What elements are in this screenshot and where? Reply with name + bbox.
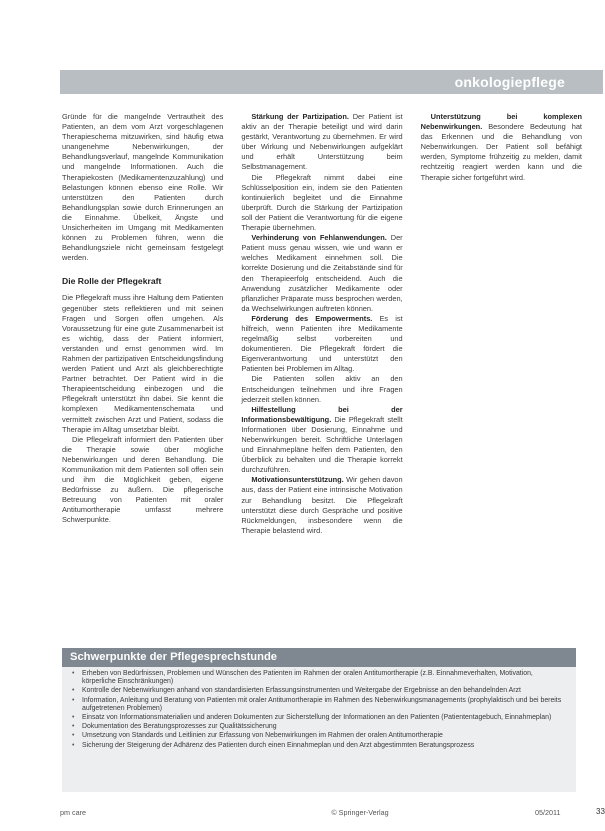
paragraph-text: Es ist hilfreich, wenn Patienten ihre Medikamente regelmäßig selbst vorbereiten und dokumentieren. Die Pflegekraft fördert die Eigenverantwortung und unterstützt den Patienten bei Problemen im Alltag. (241, 313, 403, 374)
paragraph-lead: Unterstützung bei komplexen Nebenwirkungen. (420, 112, 582, 132)
article-paragraph (421, 112, 582, 183)
list-item-text: Erheben von Bedürfnissen, Problemen und Wünschen des Patienten im Rahmen der oralen Antitumortherapie (z.B. Einnahmeverhalten, Motivation, körperliche Einschränkungen) (82, 670, 533, 686)
section-heading: Die Rolle der Pflegekraft (62, 276, 162, 287)
info-box-title: Schwerpunkte der Pflegesprechstunde (62, 648, 576, 667)
article-paragraph: Die Pflegekraft informiert den Patienten über die Therapie sowie über mögliche Nebenwirkungen und deren Behandlung. Die Kommunikation mit dem Patienten soll offen sein und ihm die Möglichkeit geben, eigene Bedürfnisse zu äußern. Die pflegerische Betreuung von Patienten mit oraler Antitumortherapie umfasst mehrere Schwerpunkte. (62, 434, 224, 525)
list-item (72, 670, 568, 686)
section-header-band (60, 70, 603, 94)
paragraph-text: Wir gehen davon aus, dass der Patient eine intrinsische Motivation zur Behandlung besitzt. Die Pflegekraft unterstützt diese durch Gespräche und positive Rückmeldungen, insbesondere wenn die Therapie belastend wird. (241, 475, 403, 535)
section-title: onkologiepflege (454, 74, 565, 90)
list-item-text: Information, Anleitung und Beratung von Patienten mit oraler Antitumortherapie im Rahmen des Nebenwirkungsmanagements (prophylaktisch und bei bereits aufgetretenen Problemen) (82, 696, 562, 712)
paragraph-text: Besondere Bedeutung hat das Erkennen und die Behandlung von Nebenwirkungen. Der Patient soll befähigt werden, Symptome frühzeitig zu melden, damit rechtzeitig reagiert werden kann und die Therapie sicher fortgeführt wird. (420, 122, 582, 182)
info-box (62, 648, 576, 792)
paragraph-text: Die Pflegekraft stellt Informationen über Dosierung, Einnahme und Nebenwirkungen bereit. Schriftliche Unterlagen und Einnahmepläne helfen dem Patienten, den Überblick zu behalten und die Therapie korrekt durchzuführen. (241, 414, 403, 475)
article-paragraph: Die Patienten sollen aktiv an den Entscheidungen teilnehmen und ihre Fragen jederzeit stellen können. (241, 374, 403, 404)
bullet-icon: • (72, 696, 75, 704)
article-paragraph: Die Pflegekraft muss ihre Haltung dem Patienten gegenüber stets reflektieren und mit seinen Fragen und Sorgen offen umgehen. Als Voraussetzung für eine gute Zusammenarbeit ist es wichtig, dass der Patient informiert, verstanden und ernst genommen wird. Im Rahmen der partizipativen Entscheidungsfindung werden Patient und Arzt als gleichberechtigte Partner betrachtet. Der Patient wird in die Therapieentscheidung einbezogen und die Pflegekraft unterstützt ihn dabei. Sie kennt die komplexen Medikamentenschemata und vermittelt zwischen Arzt und Patient, sodass die Therapie im Alltag umsetzbar bleibt. (62, 293, 224, 434)
info-box-list (62, 670, 576, 750)
bullet-icon: • (72, 714, 75, 722)
list-item-text: Dokumentation des Beratungsprozesses zur Qualitätssicherung (82, 723, 277, 731)
bullet-icon: • (72, 732, 75, 740)
page-footer (60, 808, 603, 820)
paragraph-lead: Hilfestellung bei der Informationsbewältigung. (241, 404, 403, 424)
list-item (72, 741, 568, 750)
paragraph-lead: Förderung des Empowerments. (251, 313, 373, 323)
article-paragraph (241, 112, 402, 173)
paragraph-lead: Verhinderung von Fehlanwendungen. (251, 233, 387, 243)
publisher-note: © Springer-Verlag (331, 808, 389, 817)
journal-name: pm care (60, 808, 86, 817)
bullet-icon: • (72, 723, 75, 731)
article-paragraph (241, 314, 402, 375)
paragraph-text: Der Patient ist aktiv an der Therapie beteiligt und wird darin gestärkt, Verantwortung zu übernehmen. Er wird über Wirkung und Nebenwirkungen aufgeklärt und erhält Unterstützung beim Selbstmanagement. (241, 112, 403, 172)
list-item (72, 723, 568, 731)
bullet-icon: • (72, 741, 75, 749)
article-body (62, 112, 582, 540)
list-item (72, 732, 568, 740)
paragraph-text: Der Patient muss genau wissen, wie und wann er welches Medikament einnehmen soll. Die korrekte Dosierung und die Zeitabstände sind für den Therapieerfolg entscheidend. Auch die Anwendung zusätzlicher Medikamente oder pflanzlicher Präparate muss besprochen werden, da Wechselwirkungen auftreten können. (241, 233, 403, 313)
article-paragraph: Gründe für die mangelnde Vertrautheit des Patienten, an dem vom Arzt vorgeschlagenen Therapieschema mitzuwirken, sind häufig etwa unangenehme Nebenwirkungen, der Behandlungsverlauf, mangelnde Kommunikation und mangelnde Informationen. Auch die Therapiekosten (Medikamentenzuzahlung) und Belastungen können ebenso eine Rolle. Wir unterstützen den Patienten durch Behandlungsplan sowie durch Erinnerungen an die Einnahme. Übelkeit, Ängste und Unsicherheiten im Umgang mit Medikamenten können zu Problemen führen, wenn die Behandlungsziele nicht gemeinsam festgelegt werden. (62, 112, 224, 263)
bullet-icon: • (72, 670, 75, 677)
paragraph-lead: Motivationsunterstützung. (251, 475, 344, 485)
list-item (72, 687, 568, 695)
article-paragraph (241, 475, 402, 536)
article-paragraph (241, 405, 402, 476)
list-item-text: Einsatz von Informationsmaterialien und anderen Dokumenten zur Sicherstellung der Informationen an den Patienten (Patiententagebuch, Einnahmeplan) (82, 714, 552, 722)
page-number: 33 (596, 807, 605, 816)
issue-date: 05/2011 (535, 808, 561, 817)
article-paragraph: Die Pflegekraft nimmt dabei eine Schlüsselposition ein, indem sie den Patienten kontinuierlich begleitet und die Einnahme überprüft. Durch die Stärkung der Partizipation soll der Patient die Verantwortung für die eigene Therapie übernehmen. (241, 172, 403, 233)
bullet-icon: • (72, 687, 75, 695)
list-item (72, 696, 568, 713)
article-paragraph (241, 233, 402, 314)
list-item-text: Kontrolle der Nebenwirkungen anhand von standardisierten Erfassungsinstrumenten und Weitergabe der Ergebnisse an den behandelnden Arzt (82, 687, 521, 695)
paragraph-lead: Stärkung der Partizipation. (251, 112, 349, 121)
list-item (72, 714, 568, 722)
list-item-text: Sicherung der Steigerung der Adhärenz des Patienten durch einen Einnahmeplan und den Arzt abgestimmten Beratungsprozess (82, 741, 475, 749)
list-item-text: Umsetzung von Standards und Leitlinien zur Erfassung von Nebenwirkungen im Rahmen der oralen Antitumortherapie (82, 732, 443, 740)
